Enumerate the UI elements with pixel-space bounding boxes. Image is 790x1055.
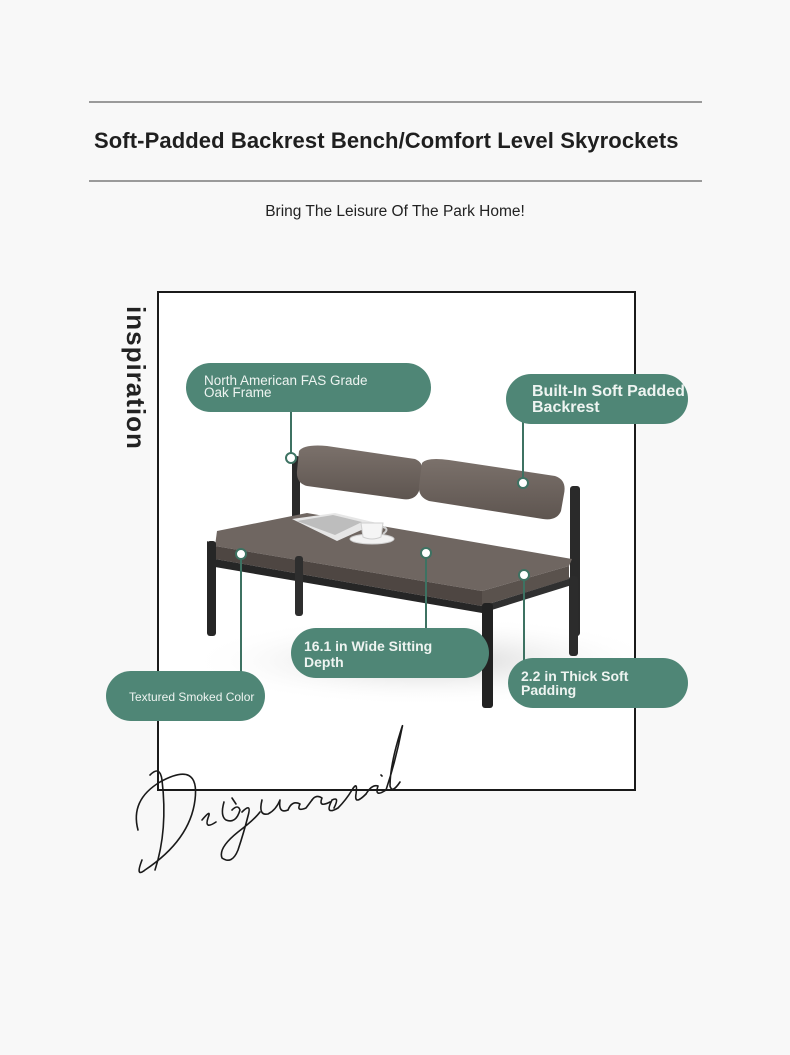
callout-color — [106, 671, 265, 721]
callout-oak-frame-line1: North American FAS Grade — [204, 373, 368, 388]
callout-padding-line2: Padding — [521, 682, 577, 698]
callout-backrest-line2: Backrest — [532, 399, 600, 416]
callout-depth-line2: Depth — [304, 654, 344, 670]
connector-color — [240, 554, 242, 674]
bottom-divider — [89, 180, 702, 182]
callout-oak-frame-line2: Oak Frame — [204, 385, 272, 400]
callout-backrest-line1: Built-In Soft Padded — [532, 383, 685, 400]
callout-color-line1: Textured Smoked Color — [129, 690, 255, 704]
marker-oak-frame — [285, 452, 297, 464]
page-subtitle: Bring The Leisure Of The Park Home! — [265, 203, 525, 220]
marker-color — [235, 548, 247, 560]
page-title: Soft-Padded Backrest Bench/Comfort Level Skyrockets — [94, 128, 679, 153]
callout-oak-frame — [186, 363, 431, 412]
callout-depth — [291, 628, 489, 678]
callout-backrest — [506, 374, 688, 424]
marker-padding — [518, 569, 530, 581]
callout-depth-line1: 16.1 in Wide Sitting — [304, 638, 433, 654]
side-label: inspiration — [121, 306, 151, 450]
top-divider — [89, 101, 702, 103]
designer-signature — [120, 720, 420, 890]
callout-padding-line1: 2.2 in Thick Soft — [521, 668, 629, 684]
connector-padding — [523, 575, 525, 660]
marker-backrest — [517, 477, 529, 489]
connector-backrest — [522, 422, 524, 483]
connector-depth — [425, 552, 427, 630]
connector-oak-frame — [290, 411, 292, 458]
marker-depth — [420, 547, 432, 559]
callout-padding — [508, 658, 688, 708]
